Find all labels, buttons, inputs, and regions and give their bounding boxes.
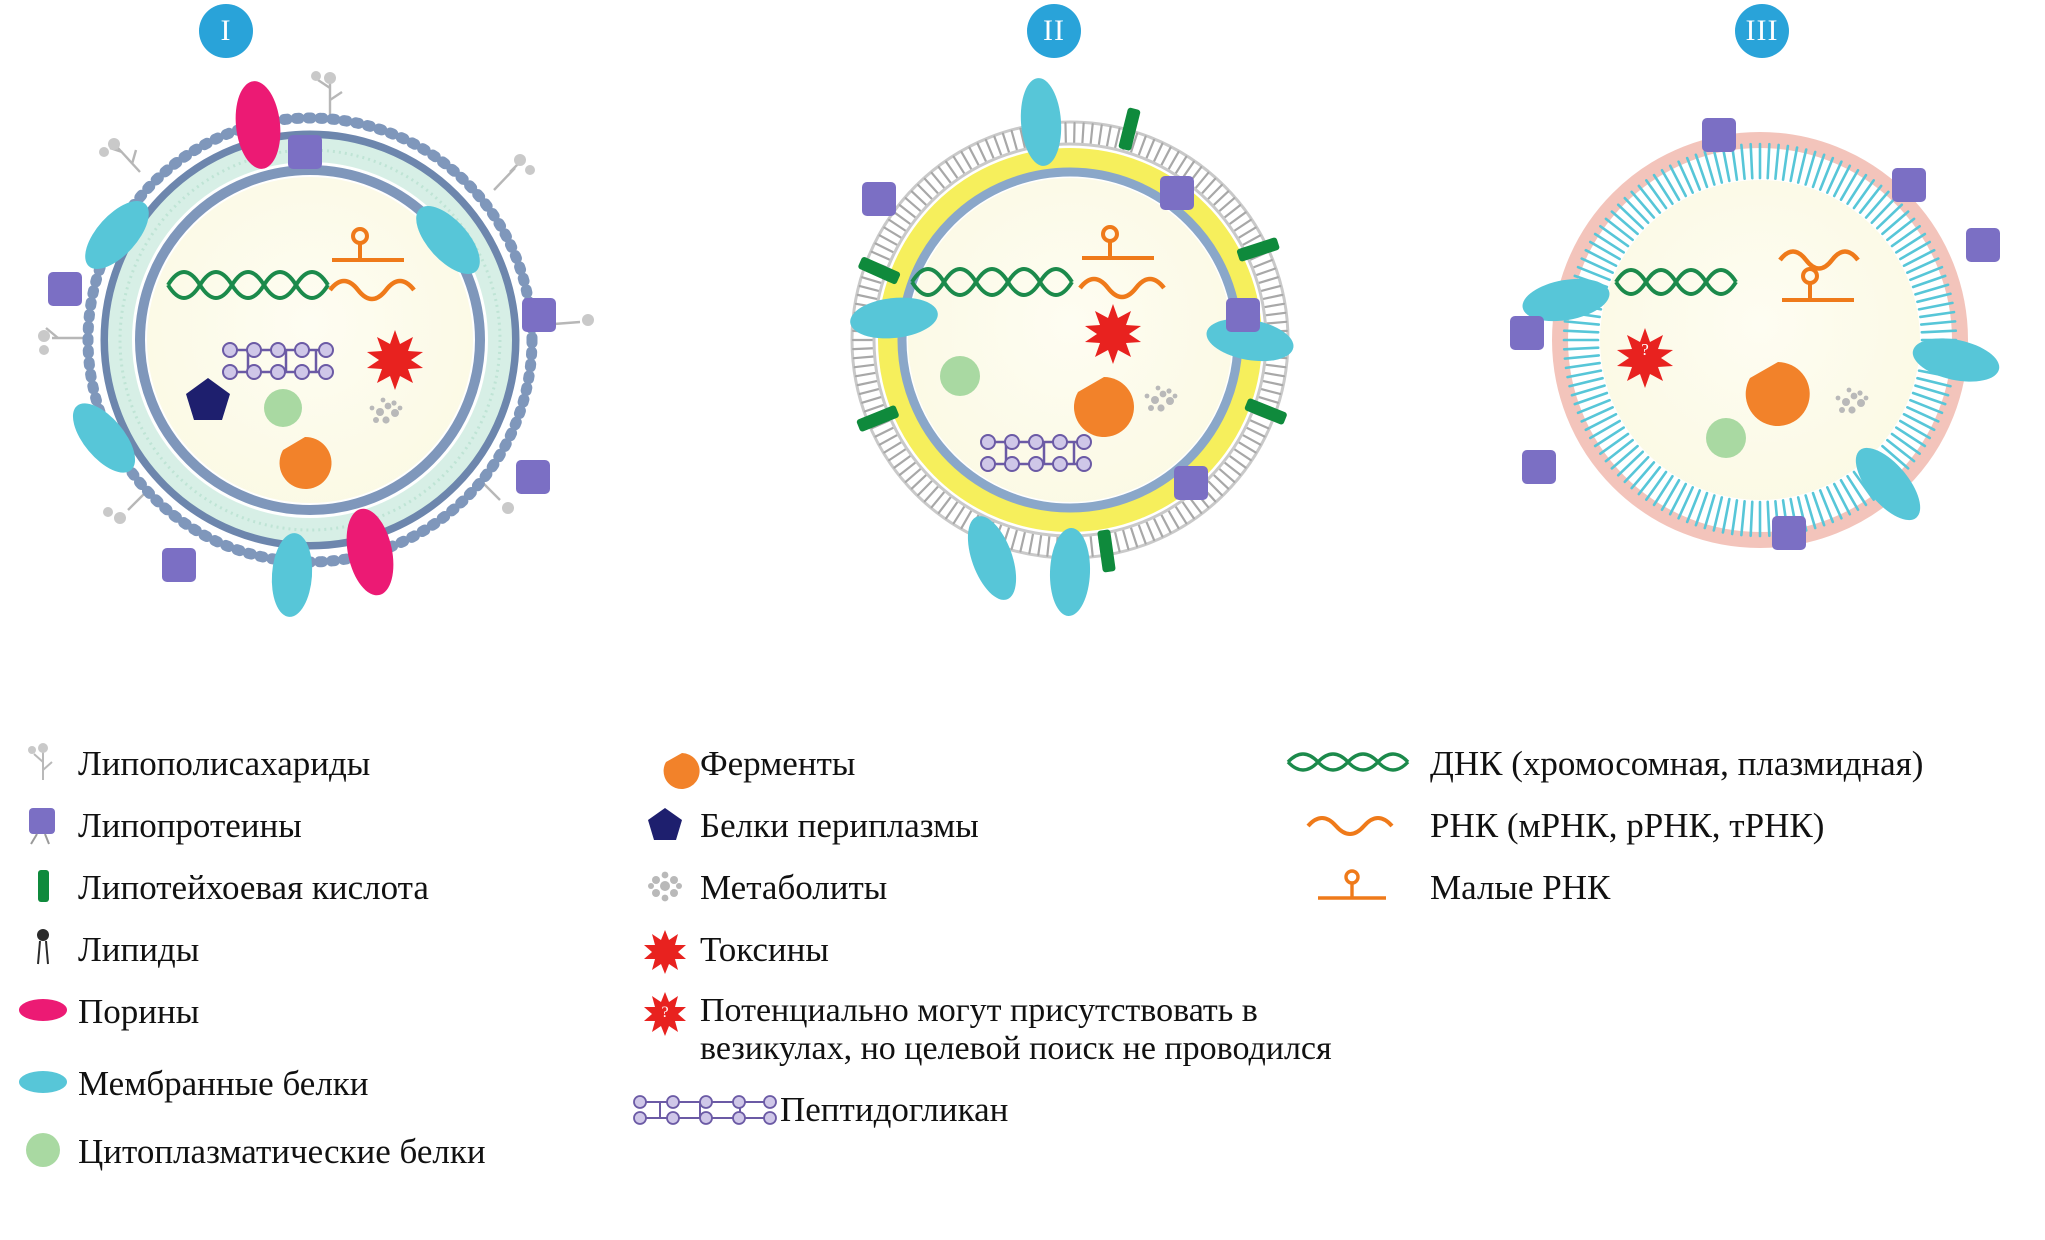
small-rna-icon (1280, 864, 1430, 908)
legend-label: Цитоплазматические белки (78, 1128, 486, 1171)
legend-label: Метаболиты (700, 864, 887, 907)
legend-item (1280, 740, 2040, 784)
legend-item (8, 1128, 628, 1172)
legend-item (630, 864, 1350, 908)
rna-wave-icon (1280, 802, 1430, 846)
panel-badge-label: III (1746, 14, 1779, 48)
legend-label: Ферменты (700, 740, 855, 783)
vesicle-lumen (908, 178, 1232, 502)
svg-text:?: ? (1641, 340, 1649, 359)
cytoplasmic-protein-icon (1706, 418, 1746, 458)
legend-item (8, 740, 628, 784)
legend-item (630, 740, 1350, 784)
legend-label: Липопротеины (78, 802, 302, 845)
legend-column-2 (630, 740, 1350, 1148)
panel-badge-label: II (1043, 14, 1065, 48)
legend-item (8, 1060, 628, 1104)
membrane-protein-icon (8, 1060, 78, 1104)
panel-badge-2 (1027, 4, 1081, 58)
vesicle-diagram-gram-positive (760, 60, 1380, 680)
panel-badge-label: I (221, 14, 232, 48)
cytoplasmic-protein-icon (264, 389, 302, 427)
legend-label: Мембранные белки (78, 1060, 369, 1103)
legend-item (1280, 864, 2040, 908)
legend-label: Порины (78, 988, 199, 1031)
legend-item (8, 926, 628, 970)
cytoplasmic-protein-icon (8, 1128, 78, 1172)
legend-label: Липиды (78, 926, 199, 969)
legend-label: Потенциально могут присутствовать в везикулах, но целевой поиск не проводился (700, 988, 1350, 1068)
legend-item (630, 802, 1350, 846)
legend-item (8, 988, 628, 1032)
vesicle-diagram-gram-negative (0, 60, 640, 680)
legend-label: ДНК (хромосомная, плазмидная) (1430, 740, 1923, 783)
legend-column-1 (8, 740, 628, 1190)
legend-item (630, 988, 1350, 1068)
legend-label: Токсины (700, 926, 829, 969)
legend-label: Белки периплазмы (700, 802, 979, 845)
panel-badge-1 (199, 4, 253, 58)
toxin-icon (630, 926, 700, 970)
legend-label: Липополисахариды (78, 740, 370, 783)
legend-item (630, 926, 1350, 970)
panel-badge-3 (1735, 4, 1789, 58)
dna-helix-icon (1280, 740, 1430, 784)
svg-text:?: ? (661, 1004, 668, 1021)
potential-toxin-icon (630, 988, 700, 1032)
periplasm-protein-icon (630, 802, 700, 846)
legend-item (8, 864, 628, 908)
lipid-icon (8, 926, 78, 970)
lipoteichoic-acid-icon (8, 864, 78, 908)
lipoprotein-icon (8, 802, 78, 846)
legend-label: Малые РНК (1430, 864, 1610, 907)
legend-label: РНК (мРНК, рРНК, тРНК) (1430, 802, 1824, 845)
metabolite-icon (630, 864, 700, 908)
legend-label: Липотейхоевая кислота (78, 864, 429, 907)
porin-icon (8, 988, 78, 1032)
legend-label: Пептидогликан (780, 1086, 1008, 1129)
peptidoglycan-icon (630, 1086, 780, 1130)
legend-column-3 (1280, 740, 2040, 926)
legend-item (8, 802, 628, 846)
cytoplasmic-protein-icon (940, 356, 980, 396)
vesicle-diagram-membrane-vesicle (1480, 60, 2040, 680)
lipopolysaccharide-icon (8, 740, 78, 784)
enzyme-icon (630, 740, 700, 784)
legend (0, 740, 2045, 1240)
legend-item (1280, 802, 2040, 846)
legend-item (630, 1086, 1350, 1130)
